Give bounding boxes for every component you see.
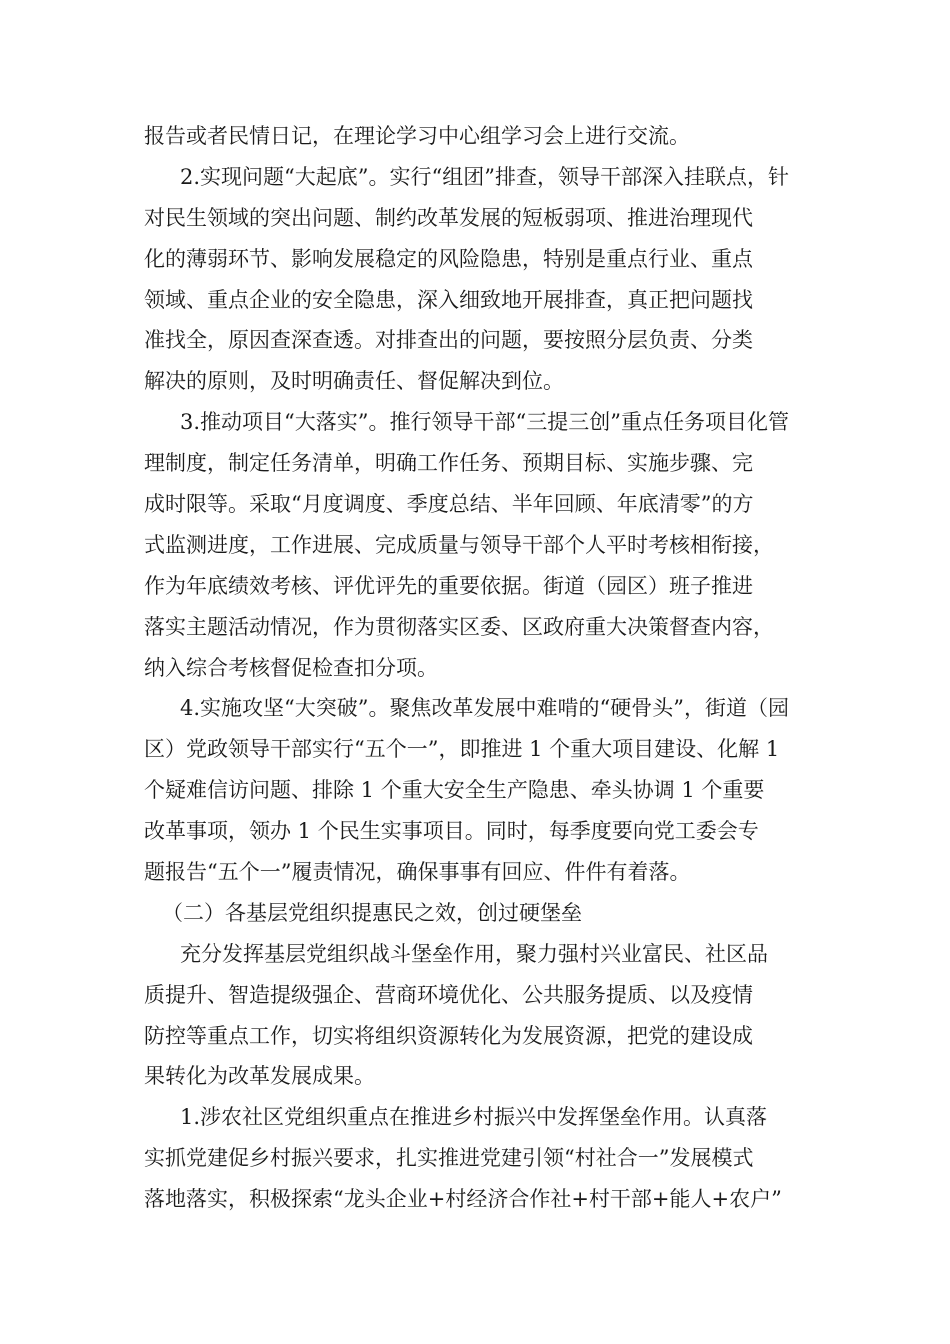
text-line: 充分发挥基层党组织战斗堡垒作用，聚力强村兴业富民、社区品: [180, 941, 768, 966]
text-line: 领域、重点企业的安全隐患，深入细致地开展排查，真正把问题找: [144, 287, 753, 312]
text-line: 3.推动项目“大落实”。推行领导干部“三提三创”重点任务项目化管: [180, 410, 789, 435]
text-line: 解决的原则，及时明确责任、督促解决到位。: [144, 369, 564, 394]
text-line: 对民生领域的突出问题、制约改革发展的短板弱项、推进治理现代: [144, 205, 753, 230]
text-line: 式监测进度，工作进展、完成质量与领导干部个人平时考核相衔接，: [144, 532, 774, 557]
text-line: 区）党政领导干部实行“五个一”，即推进 1 个重大项目建设、化解 1: [144, 737, 780, 762]
text-line: 理制度，制定任务清单，明确工作任务、预期目标、实施步骤、完: [144, 451, 753, 476]
text-line: 改革事项，领办 1 个民生实事项目。同时，每季度要向党工委会专: [144, 819, 759, 844]
text-line: 准找全，原因查深查透。对排查出的问题，要按照分层负责、分类: [144, 328, 753, 353]
text-line: 实抓党建促乡村振兴要求，扎实推进党建引领“村社合一”发展模式: [144, 1146, 754, 1171]
text-line: 防控等重点工作，切实将组织资源转化为发展资源，把党的建设成: [144, 1023, 753, 1048]
text-line: 果转化为改革发展成果。: [144, 1064, 375, 1089]
text-line: 纳入综合考核督促检查扣分项。: [144, 655, 438, 680]
document-body: [144, 116, 829, 1220]
text-line: 质提升、智造提级强企、营商环境优化、公共服务提质、以及疫情: [144, 982, 753, 1007]
text-line: 个疑难信访问题、排除 1 个重大安全生产隐患、牵头协调 1 个重要: [144, 778, 765, 803]
text-line: 报告或者民情日记，在理论学习中心组学习会上进行交流。: [144, 124, 690, 148]
text-line: 落实主题活动情况，作为贯彻落实区委、区政府重大决策督查内容，: [144, 614, 774, 639]
text-line: 1.涉农社区党组织重点在推进乡村振兴中发挥堡垒作用。认真落: [180, 1105, 768, 1130]
text-line: 题报告“五个一”履责情况，确保事事有回应、件件有着落。: [144, 860, 691, 885]
section-heading: （二）各基层党组织提惠民之效，创过硬堡垒: [162, 900, 582, 925]
text-line: 作为年底绩效考核、评优评先的重要依据。街道（园区）班子推进: [144, 573, 753, 598]
text-line: 落地落实，积极探索“龙头企业+村经济合作社+村干部+能人+农户”: [144, 1187, 782, 1212]
text-line: 4.实施攻坚“大突破”。聚焦改革发展中难啃的“硬骨头”，街道（园: [180, 696, 789, 721]
text-line: 成时限等。采取“月度调度、季度总结、半年回顾、年底清零”的方: [144, 492, 754, 517]
text-line: 2.实现问题“大起底”。实行“组团”排查，领导干部深入挂联点，针: [180, 164, 789, 189]
text-line: 化的薄弱环节、影响发展稳定的风险隐患，特别是重点行业、重点: [144, 246, 753, 271]
